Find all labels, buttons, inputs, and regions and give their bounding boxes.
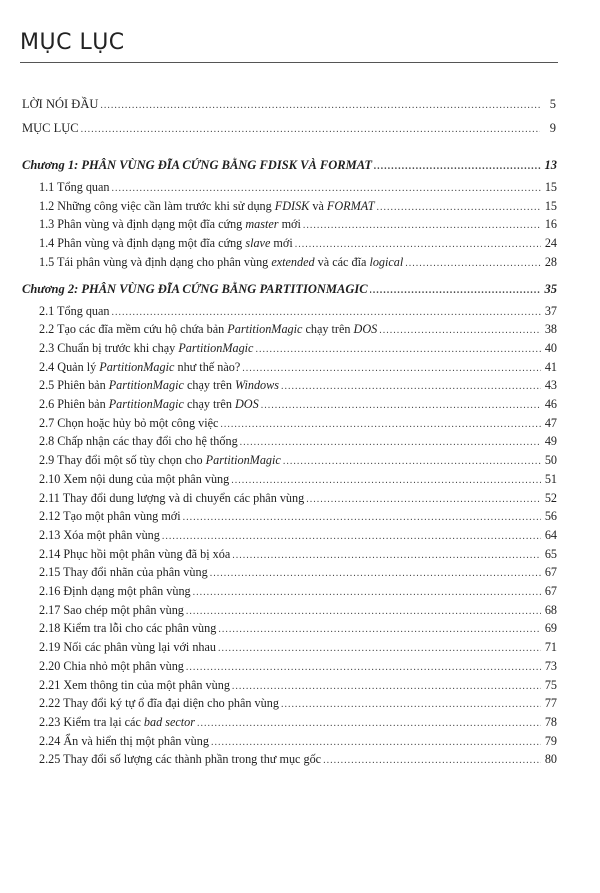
toc-entry-page: 52 [544, 490, 557, 505]
page-title: MỤC LỤC [20, 30, 125, 55]
dot-leader [303, 218, 541, 234]
dot-leader [186, 660, 541, 676]
dot-leader [162, 529, 541, 545]
section-entry[interactable] [39, 198, 557, 214]
toc-entry-page: 50 [544, 453, 557, 468]
toc-entry-title: MỤC LỤC [22, 121, 79, 135]
toc-entry-title: 2.22 Thay đổi ký tự ổ đĩa đại diện cho phân vùng [39, 696, 279, 711]
toc-entry-title: 2.6 Phiên bản PartitionMagic chạy trên DOS [39, 397, 259, 411]
toc-entry-title: 2.19 Nối các phân vùng lại với nhau [39, 640, 217, 655]
section-entry[interactable] [39, 658, 557, 674]
toc-entry-page: 64 [544, 527, 557, 542]
toc-entry-title: 2.24 Ẩn và hiển thị một phân vùng [39, 733, 209, 748]
dot-leader [405, 256, 541, 272]
toc-entry-page: 77 [544, 696, 557, 711]
dot-leader [379, 323, 541, 339]
toc-entry-page: 65 [544, 546, 557, 561]
section-entry[interactable] [39, 695, 557, 711]
toc-entry-page: 5 [549, 97, 556, 111]
dot-leader [218, 622, 541, 638]
section-entry[interactable] [39, 340, 557, 356]
dot-leader [81, 122, 540, 138]
section-entry[interactable] [39, 490, 557, 506]
toc-entry-title: 2.5 Phiên bản PartitionMagic chạy trên Windows [39, 378, 280, 393]
dot-leader [261, 398, 541, 414]
toc-entry-page: 75 [544, 677, 557, 692]
toc-entry-title: 1.4 Phân vùng và định dạng một đĩa cứng slave mới [39, 236, 293, 251]
toc-entry-page: 47 [544, 415, 557, 430]
dot-leader [374, 159, 541, 175]
dot-leader [306, 492, 541, 508]
toc-entry-page: 40 [544, 340, 557, 355]
toc-entry-title: 2.15 Thay đổi nhãn của phân vùng [39, 565, 208, 580]
dot-leader [186, 604, 541, 620]
toc-entry-title: 2.11 Thay đổi dung lượng và di chuyển các phân vùng [39, 490, 305, 505]
section-entry[interactable] [39, 433, 557, 449]
toc-entry-page: 24 [544, 236, 557, 251]
toc-entry-title: Chương 2: PHÂN VÙNG ĐĨA CỨNG BẰNG PARTITIONMAGIC [22, 281, 368, 296]
dot-leader [377, 200, 541, 216]
dot-leader [323, 753, 541, 769]
toc-entry-title: Chương 1: PHÂN VÙNG ĐĨA CỨNG BẰNG FDISK VÀ FORMAT [22, 158, 373, 172]
heading-divider [20, 62, 558, 63]
toc-entry-page: 9 [549, 121, 556, 135]
toc-entry-title: 1.3 Phân vùng và định dạng một đĩa cứng master mới [39, 217, 301, 232]
dot-leader [231, 473, 541, 489]
dot-leader [220, 417, 541, 433]
section-entry[interactable] [39, 639, 557, 655]
section-entry[interactable] [39, 452, 557, 468]
toc-entry-page: 13 [544, 158, 557, 172]
section-entry[interactable] [39, 216, 557, 232]
toc-entry-page: 67 [544, 565, 557, 580]
section-entry[interactable] [39, 751, 557, 767]
dot-leader [112, 181, 541, 197]
dot-leader [295, 237, 541, 253]
section-entry[interactable] [39, 677, 557, 693]
section-entry[interactable] [39, 179, 557, 195]
dot-leader [112, 305, 541, 321]
dot-leader [281, 379, 541, 395]
section-entry[interactable] [39, 733, 557, 749]
toc-entry-page: 41 [544, 359, 557, 374]
toc-entry-title: 2.12 Tạo một phân vùng mới [39, 509, 181, 524]
chapter-entry[interactable] [22, 157, 557, 173]
section-entry[interactable] [39, 321, 557, 337]
section-entry[interactable] [39, 303, 557, 319]
toc-entry-page: 15 [544, 180, 557, 194]
toc-entry-title: 2.2 Tạo các đĩa mềm cứu hộ chứa bản PartitionMagic chạy trên DOS [39, 322, 378, 337]
toc-entry-title: 2.8 Chấp nhận các thay đổi cho hệ thống [39, 434, 238, 449]
toc-entry-title: 2.14 Phục hồi một phân vùng đã bị xóa [39, 546, 231, 561]
toc-entry-title: 1.2 Những công việc cần làm trước khi sử dụng FDISK và FORMAT [39, 198, 375, 213]
toc-entry-title: 2.20 Chia nhỏ một phân vùng [39, 658, 184, 673]
toc-entry-title: 2.10 Xem nội dung của một phân vùng [39, 471, 230, 486]
toc-entry-title: 1.1 Tổng quan [39, 180, 110, 194]
dot-leader [193, 585, 541, 601]
dot-leader [100, 98, 540, 114]
toc-entry-page: 79 [544, 733, 557, 748]
section-entry[interactable] [39, 620, 557, 636]
section-entry[interactable] [39, 471, 557, 487]
front-matter-entry[interactable] [22, 120, 556, 136]
section-entry[interactable] [39, 415, 557, 431]
dot-leader [197, 716, 541, 732]
toc-entry-page: 38 [544, 322, 557, 337]
front-matter-entry[interactable] [22, 96, 556, 112]
toc-entry-page: 80 [544, 752, 557, 767]
toc-entry-page: 71 [544, 640, 557, 655]
dot-leader [281, 697, 541, 713]
toc-entry-page: 49 [544, 434, 557, 449]
toc-entry-title: 2.13 Xóa một phân vùng [39, 527, 160, 542]
toc-entry-page: 16 [544, 217, 557, 232]
dot-leader [240, 435, 541, 451]
dot-leader [232, 679, 541, 695]
section-entry[interactable] [39, 602, 557, 618]
toc-entry-page: 69 [544, 621, 557, 636]
dot-leader [232, 548, 541, 564]
dot-leader [183, 510, 541, 526]
chapter-entry[interactable] [22, 281, 557, 297]
toc-entry-title: 2.3 Chuẩn bị trước khi chạy PartitionMagic [39, 340, 254, 355]
toc-entry-title: 2.7 Chọn hoặc hủy bỏ một công việc [39, 415, 219, 430]
section-entry[interactable] [39, 235, 557, 251]
toc-entry-page: 37 [544, 303, 557, 318]
toc-entry-page: 35 [544, 281, 557, 296]
toc-entry-title: LỜI NÓI ĐẦU [22, 97, 99, 111]
toc-entry-page: 43 [544, 378, 557, 393]
toc-entry-page: 78 [544, 714, 557, 729]
section-entry[interactable] [39, 377, 557, 393]
section-entry[interactable] [39, 546, 557, 562]
toc-entry-page: 68 [544, 602, 557, 617]
dot-leader [211, 735, 541, 751]
toc-entry-title: 2.1 Tổng quan [39, 303, 110, 318]
toc-entry-title: 2.21 Xem thông tin của một phân vùng [39, 677, 230, 692]
toc-entry-page: 56 [544, 509, 557, 524]
section-entry[interactable] [39, 396, 557, 412]
toc-entry-page: 28 [544, 254, 557, 269]
dot-leader [218, 641, 541, 657]
section-entry[interactable] [39, 583, 557, 599]
toc-entry-title: 2.23 Kiểm tra lại các bad sector [39, 714, 196, 729]
toc-entry-title: 2.4 Quản lý PartitionMagic như thế nào? [39, 359, 241, 374]
dot-leader [242, 361, 541, 377]
toc-entry-title: 1.5 Tái phân vùng và định dạng cho phân vùng extended và các đĩa logical [39, 254, 404, 269]
toc-entry-title: 2.9 Thay đổi một số tùy chọn cho PartitionMagic [39, 453, 281, 468]
toc-entry-page: 67 [544, 584, 557, 598]
toc-entry-title: 2.17 Sao chép một phân vùng [39, 602, 184, 617]
toc-entry-title: 2.25 Thay đổi số lượng các thành phần trong thư mục gốc [39, 752, 322, 767]
toc-entry-page: 51 [544, 471, 557, 486]
toc-entry-title: 2.16 Định dạng một phân vùng [39, 584, 191, 598]
dot-leader [283, 454, 541, 470]
section-entry[interactable] [39, 254, 557, 270]
dot-leader [210, 566, 541, 582]
section-entry[interactable] [39, 564, 557, 580]
section-entry[interactable] [39, 527, 557, 543]
toc-entry-page: 15 [544, 198, 557, 213]
section-entry[interactable] [39, 714, 557, 730]
dot-leader [255, 342, 541, 358]
section-entry[interactable] [39, 359, 557, 375]
toc-entry-page: 73 [544, 658, 557, 673]
toc-entry-page: 46 [544, 397, 557, 411]
dot-leader [370, 283, 541, 299]
toc-entry-title: 2.18 Kiểm tra lỗi cho các phân vùng [39, 621, 217, 636]
section-entry[interactable] [39, 508, 557, 524]
